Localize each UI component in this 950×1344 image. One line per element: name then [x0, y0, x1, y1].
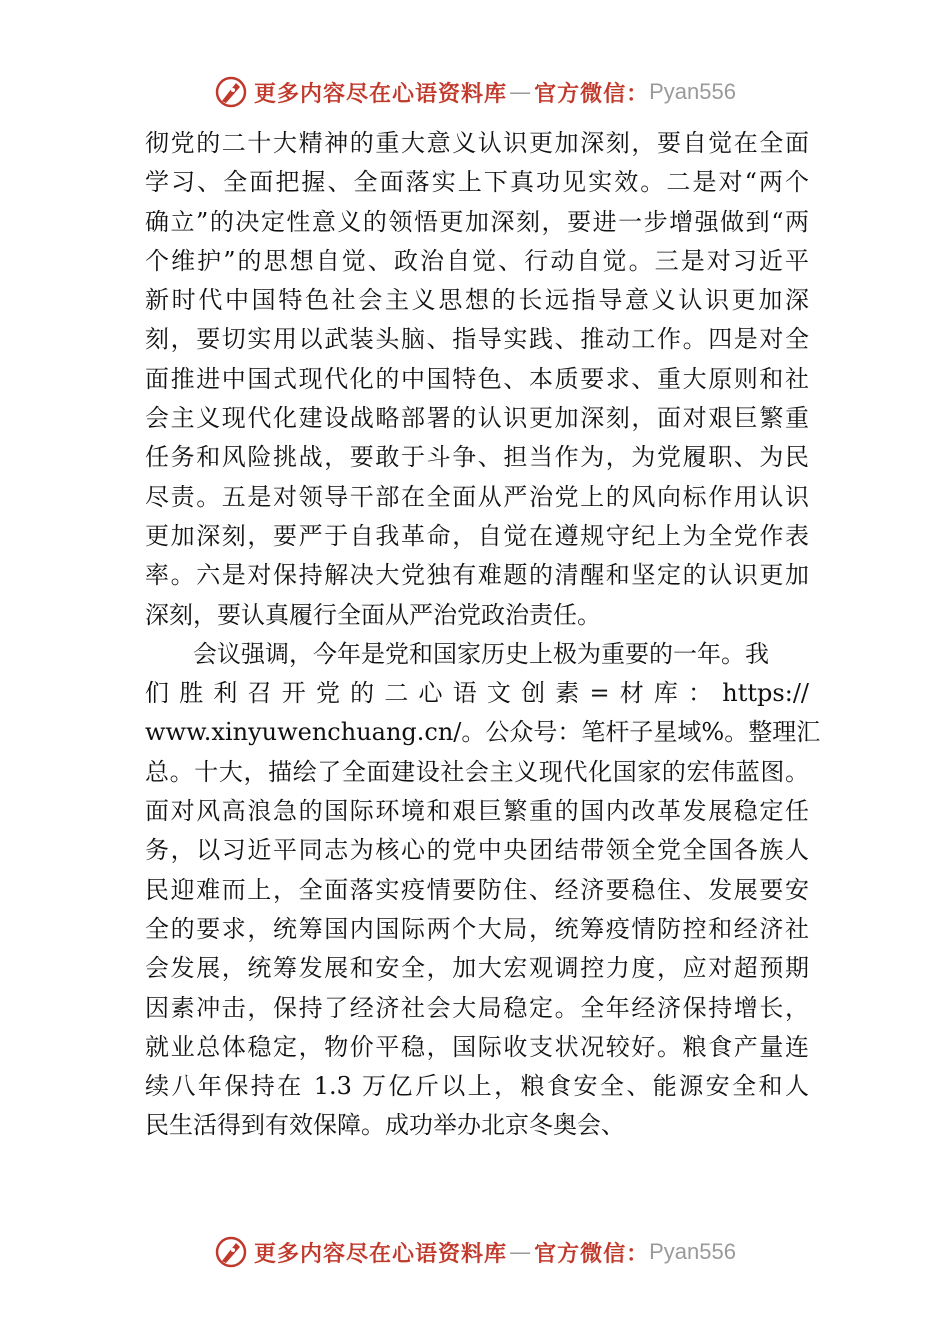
text-line: 尽责。五是对领导干部在全面从严治党上的风向标作用认识 [145, 482, 809, 511]
banner-handle: Pyan556 [649, 1239, 736, 1264]
banner-wechat-label: 官方微信： [534, 1240, 650, 1267]
banner-wechat-label: 官方微信： [534, 80, 650, 107]
text-line: 新时代中国特色社会主义思想的长远指导意义认识更加深 [145, 286, 809, 315]
banner-title: 更多内容尽在心语资料库 [254, 1240, 508, 1267]
document-body [145, 124, 821, 1146]
text-line: 学习、全面把握、全面落实上下真功见实效。二是对“两个 [145, 168, 809, 197]
banner-separator: — [509, 1239, 533, 1265]
text-line: 务，以习近平同志为核心的党中央团结带领全党全国各族人 [145, 836, 809, 865]
text-line: 会发展，统筹发展和安全，加大宏观调控力度，应对超预期 [145, 954, 809, 983]
text-line: 会主义现代化建设战略部署的认识更加深刻，面对艰巨繁重 [145, 404, 809, 433]
footer-banner [0, 1232, 950, 1272]
banner-separator: — [509, 79, 533, 105]
text-line: 就业总体稳定，物价平稳，国际收支状况较好。粮食产量连 [145, 1032, 809, 1061]
text-line: 全的要求，统筹国内国际两个大局，统筹疫情防控和经济社 [145, 914, 809, 943]
text-line: 民迎难而上，全面落实疫情要防住、经济要稳住、发展要安 [145, 875, 809, 904]
text-line: 续八年保持在 1.3 万亿斤以上，粮食安全、能源安全和人 [145, 1072, 809, 1101]
text-line: 们胜利召开党的二心语文创素=材库：https:// [145, 679, 809, 708]
text-line: 彻党的二十大精神的重大意义认识更加深刻，要自觉在全面 [145, 129, 809, 157]
pen-nib-logo-icon [214, 1235, 248, 1269]
text-line: 刻，要切实用以武装头脑、指导实践、推动工作。四是对全 [145, 325, 809, 354]
text-line: 面推进中国式现代化的中国特色、本质要求、重大原则和社 [145, 364, 809, 393]
text-line: 个维护”的思想自觉、政治自觉、行动自觉。三是对习近平 [145, 246, 809, 275]
text-line: 民生活得到有效保障。成功举办北京冬奥会、 [145, 1111, 625, 1140]
paragraph-start-line: 会议强调，今年是党和国家历史上极为重要的一年。我 [193, 639, 769, 668]
text-line: 任务和风险挑战，要敢于斗争、担当作为，为党履职、为民 [145, 443, 809, 472]
banner-title: 更多内容尽在心语资料库 [254, 80, 508, 107]
text-line: www.xinyuwenchuang.cn/。公众号：笔杆子星域%。整理汇 [145, 718, 821, 747]
text-line: 深刻，要认真履行全面从严治党政治责任。 [145, 600, 601, 629]
text-line: 率。六是对保持解决大党独有难题的清醒和坚定的认识更加 [145, 561, 809, 590]
banner-handle: Pyan556 [649, 79, 736, 104]
text-line: 确立”的决定性意义的领悟更加深刻，要进一步增强做到“两 [145, 207, 809, 236]
text-line: 面对风高浪急的国际环境和艰巨繁重的国内改革发展稳定任 [145, 797, 809, 826]
text-line: 更加深刻，要严于自我革命，自觉在遵规守纪上为全党作表 [145, 521, 809, 550]
text-line: 总。十大，描绘了全面建设社会主义现代化国家的宏伟蓝图。 [145, 757, 809, 786]
text-line: 因素冲击，保持了经济社会大局稳定。全年经济保持增长， [145, 993, 809, 1022]
pen-nib-logo-icon [214, 75, 248, 109]
header-banner [0, 72, 950, 112]
